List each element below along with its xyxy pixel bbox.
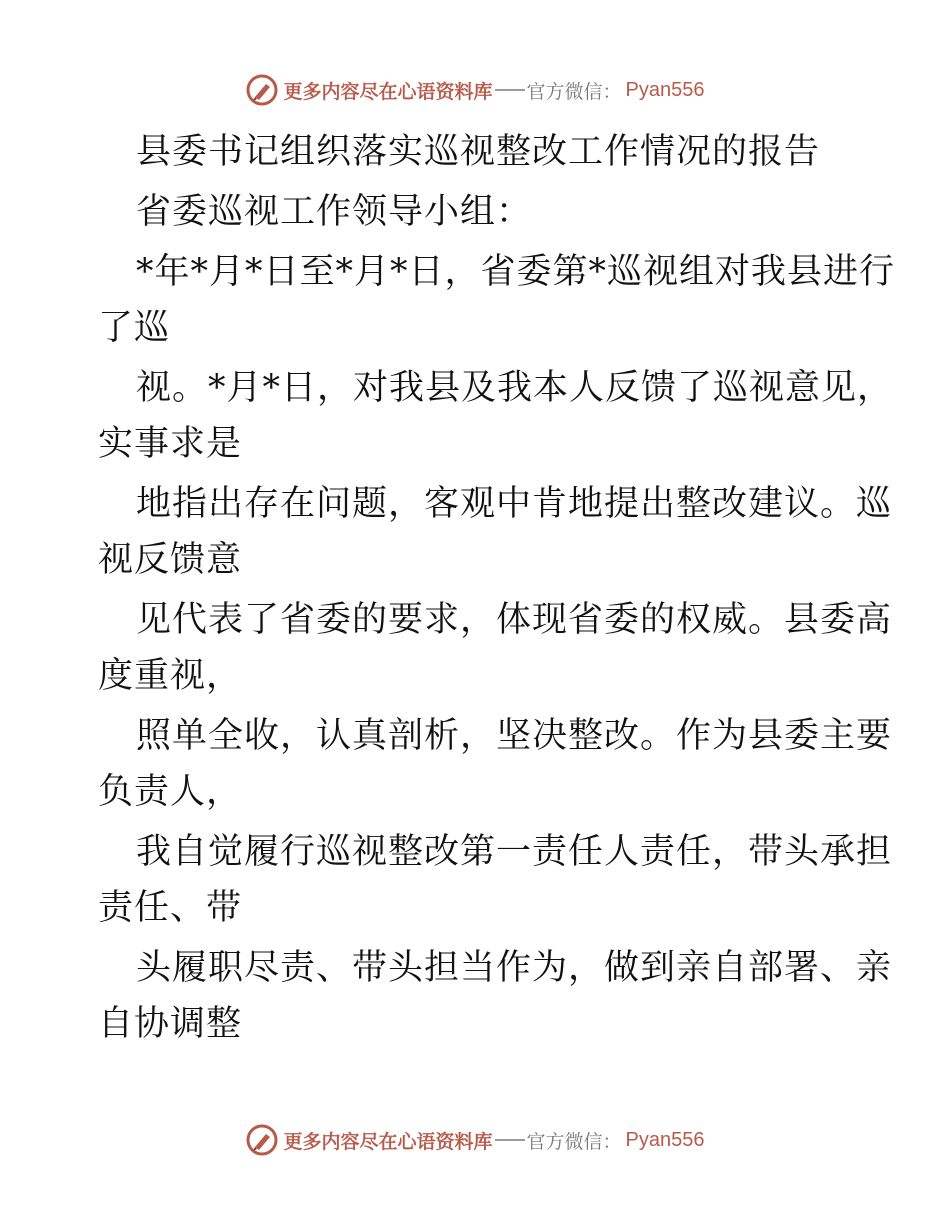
text-line: 头履职尽责、带头担当作为，做到亲自部署、亲	[136, 948, 893, 988]
watermark-dash	[495, 89, 525, 91]
text-line: 视反馈意	[98, 540, 243, 580]
watermark-label: 官方微信：	[526, 1130, 622, 1153]
watermark-id: Pyan556	[625, 78, 705, 101]
text-line: 度重视，	[98, 656, 243, 696]
text-line: 负责人，	[98, 772, 243, 812]
watermark-dash	[495, 1139, 525, 1141]
header-watermark	[0, 72, 950, 108]
salutation: 省委巡视工作领导小组：	[136, 192, 533, 232]
text-line: 了巡	[98, 308, 171, 348]
text-line: 实事求是	[98, 424, 243, 464]
text-line: 自协调整	[98, 1004, 243, 1044]
text-line: 视。*月*日，对我县及我本人反馈了巡视意见，	[136, 368, 894, 408]
text-line: 责任、带	[98, 888, 243, 928]
document-body	[98, 124, 896, 1052]
watermark-main-text: 更多内容尽在心语资料库	[283, 80, 493, 103]
watermark-id: Pyan556	[625, 1128, 705, 1151]
text-line: 我自觉履行巡视整改第一责任人责任，带头承担	[136, 832, 893, 872]
watermark-main-text: 更多内容尽在心语资料库	[283, 1130, 493, 1153]
text-line: 地指出存在问题，客观中肯地提出整改建议。巡	[136, 484, 893, 524]
pen-logo-icon	[246, 1124, 278, 1156]
document-title: 县委书记组织落实巡视整改工作情况的报告	[136, 132, 821, 172]
text-line: 照单全收，认真剖析，坚决整改。作为县委主要	[136, 716, 893, 756]
text-line: 见代表了省委的要求，体现省委的权威。县委高	[136, 600, 893, 640]
text-line: *年*月*日至*月*日，省委第*巡视组对我县进行	[136, 252, 896, 292]
watermark-label: 官方微信：	[526, 80, 622, 103]
footer-watermark	[0, 1122, 950, 1158]
pen-logo-icon	[246, 74, 278, 106]
